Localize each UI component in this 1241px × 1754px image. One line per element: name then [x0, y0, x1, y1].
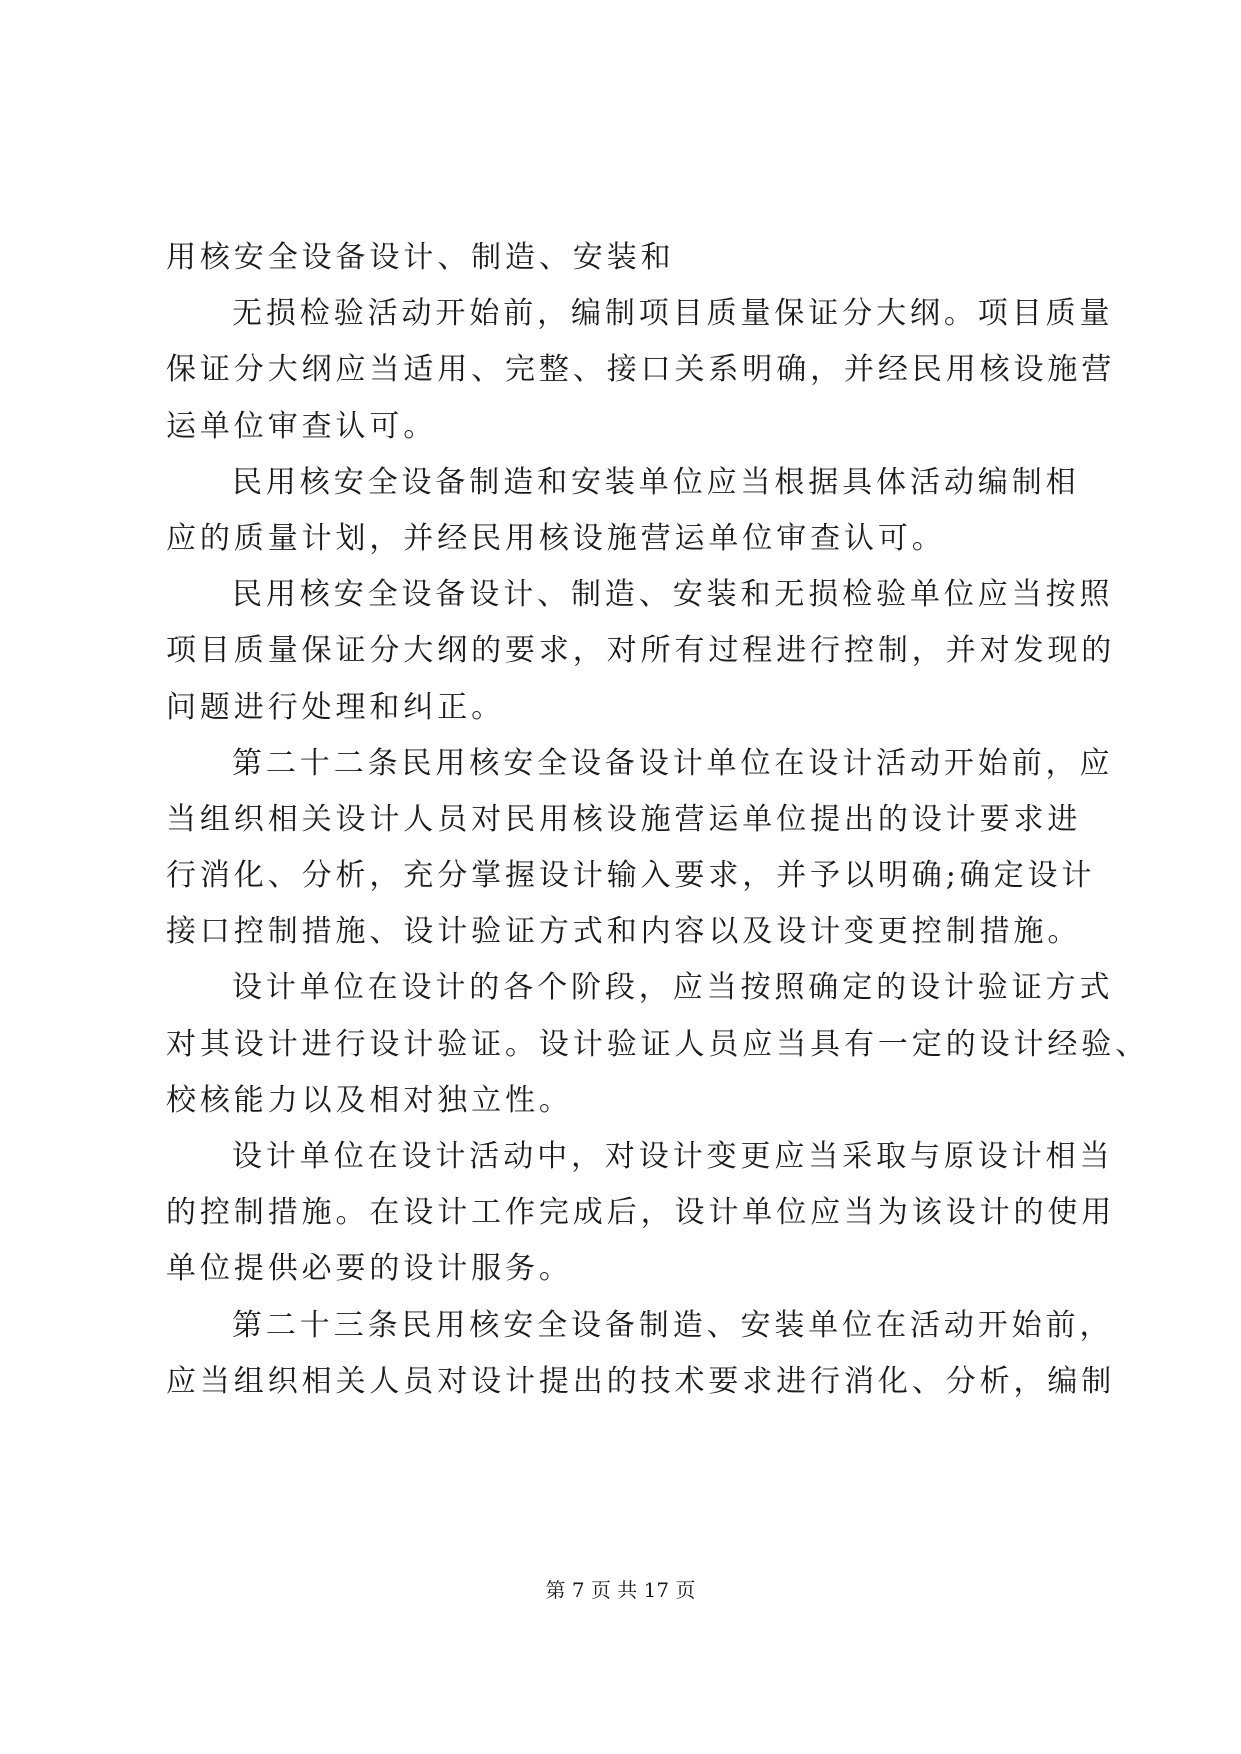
text-line: 单位提供必要的设计服务。	[166, 1251, 573, 1287]
text-line: 用核安全设备设计、制造、安装和	[166, 240, 675, 275]
page-number-footer: 第 7 页 共 17 页	[545, 1578, 696, 1602]
text-line: 应的质量计划，并经民用核设施营运单位审查认可。	[166, 520, 946, 556]
text-line: 保证分大纲应当适用、完整、接口关系明确，并经民用核设施营	[166, 352, 1116, 388]
text-line: 接口控制措施、设计验证方式和内容以及设计变更控制措施。	[166, 914, 1082, 950]
text-line: 的控制措施。在设计工作完成后，设计单位应当为该设计的使用	[166, 1195, 1116, 1231]
text-line: 民用核安全设备设计、制造、安装和无损检验单位应当按照	[232, 577, 1114, 613]
text-line: 设计单位在设计的各个阶段，应当按照确定的设计验证方式	[232, 970, 1114, 1006]
text-line: 行消化、分析，充分掌握设计输入要求，并予以明确;确定设计	[166, 858, 1096, 894]
text-line: 运单位审查认可。	[166, 408, 438, 444]
body-text	[166, 230, 1150, 1410]
text-line: 对其设计进行设计验证。设计验证人员应当具有一定的设计经验、	[166, 1026, 1150, 1062]
text-line: 第二十二条民用核安全设备设计单位在设计活动开始前，应	[232, 745, 1114, 781]
text-line: 当组织相关设计人员对民用核设施营运单位提出的设计要求进	[166, 801, 1082, 837]
text-line: 设计单位在设计活动中，对设计变更应当采取与原设计相当	[232, 1139, 1114, 1174]
text-line: 民用核安全设备制造和安装单位应当根据具体活动编制相	[232, 464, 1080, 500]
text-line: 校核能力以及相对独立性。	[166, 1082, 573, 1118]
text-line: 问题进行处理和纠正。	[166, 689, 505, 725]
text-line: 无损检验活动开始前，编制项目质量保证分大纲。项目质量	[232, 296, 1114, 332]
text-line: 项目质量保证分大纲的要求，对所有过程进行控制，并对发现的	[166, 633, 1116, 669]
text-line: 第二十三条民用核安全设备制造、安装单位在活动开始前，	[232, 1307, 1114, 1343]
text-line: 应当组织相关人员对设计提出的技术要求进行消化、分析，编制	[166, 1363, 1116, 1399]
